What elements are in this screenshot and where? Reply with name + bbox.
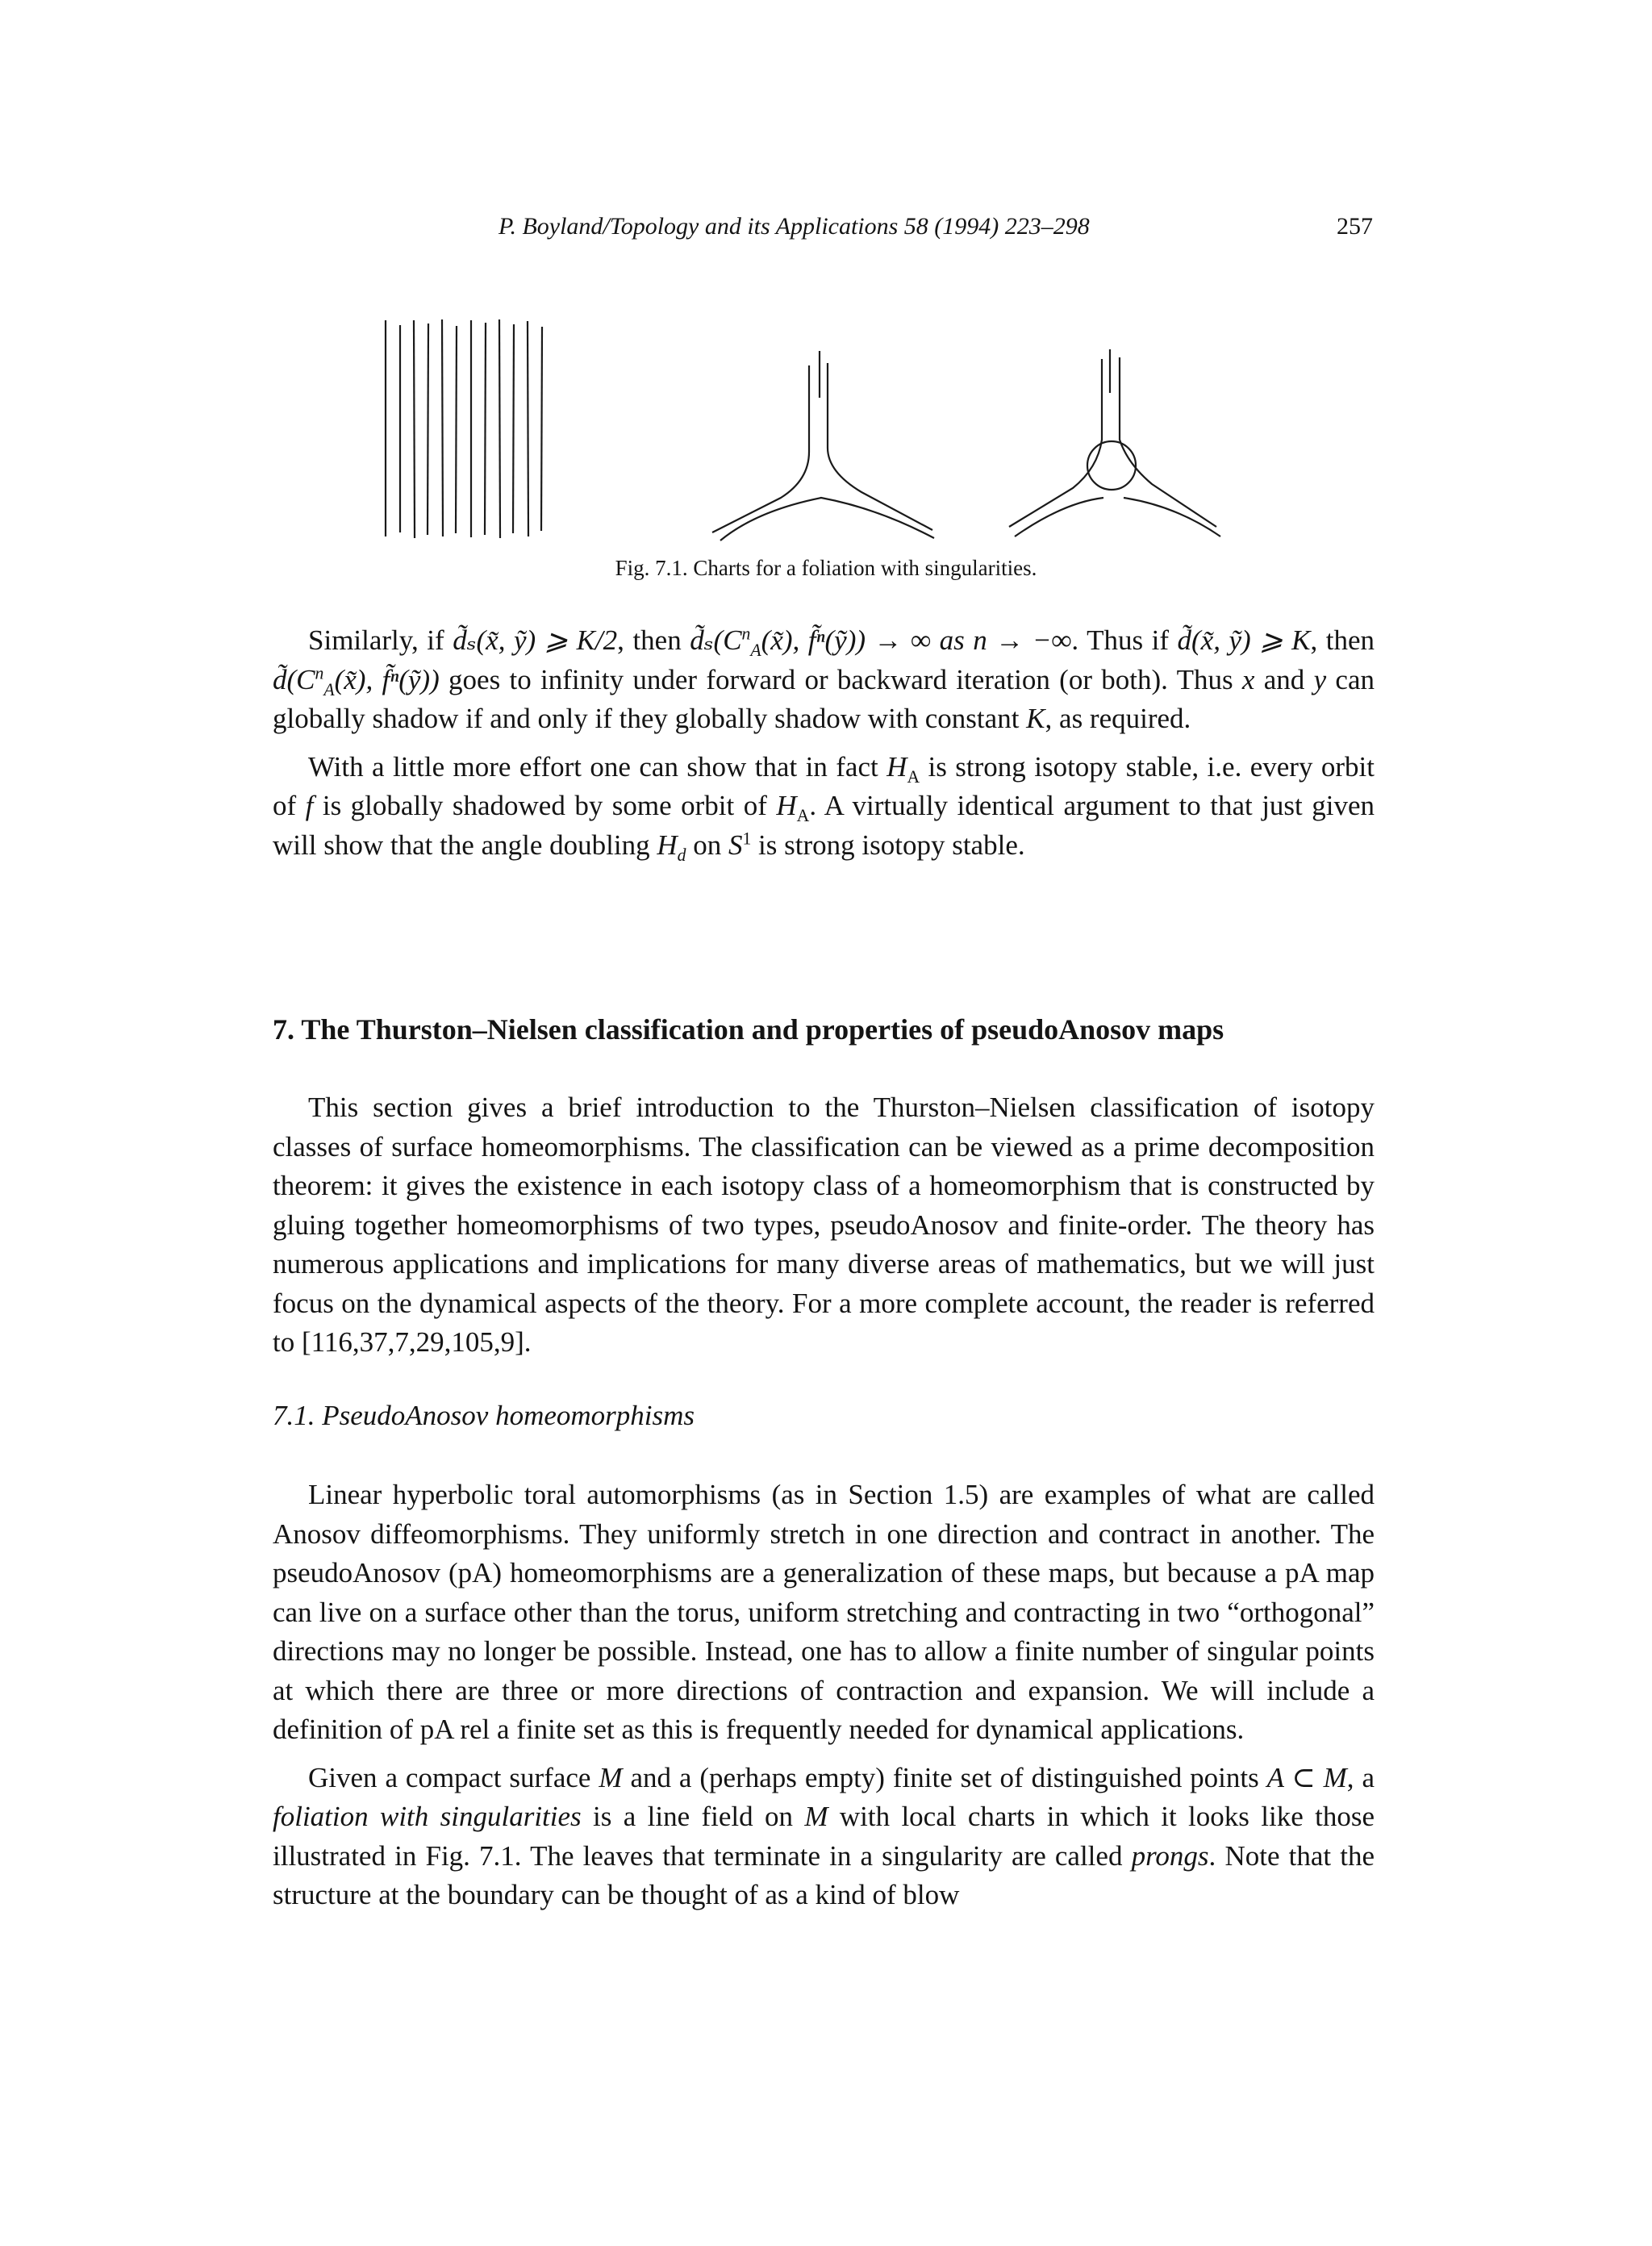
subsection-body (273, 1476, 1375, 1915)
figure-svg (378, 319, 1313, 545)
figure-foliation-charts (378, 319, 1313, 545)
figure-caption: Fig. 7.1. Charts for a foliation with singularities. (615, 556, 1037, 580)
paragraph-isotopy-stable: With a little more effort one can show that in fact $H_A$ is strong isotopy stable, i.e. every orbit of f is globally shadowed by some orbit of $H_A$. A virtually identical argument to that just given will show that the angle doubling $H_d$ on $S^1$ is strong isotopy stable. (273, 750, 1375, 865)
boundary-prong-chart (1009, 349, 1220, 536)
paragraph-section-intro: This section gives a brief introduction to the Thurston–Nielsen classification of isotopy classes of surface homeomorphisms. The classification can be viewed as a prime decomposition theorem: it gives the existence in each isotopy class of a homeomorphism that is constructed by gluing together homeomorphisms of two types, pseudoAnosov and finite-order. The theory has numerous applications and implications for many diverse areas of mathematics, but we will just focus on the dynamical aspects of the theory. For a more complete account, the reader is referred to [116,37,7,29,105,9]. (273, 1092, 1375, 1358)
subsection-title: 7.1. PseudoAnosov homeomorphisms (273, 1400, 695, 1431)
running-head: P. Boyland/Topology and its Applications 58 (1994) 223–298 (499, 213, 1090, 240)
paragraph-foliation-definition: Given a compact surface M and a (perhaps empty) finite set of distinguished points A ⊂ M, a foliation with singularities is a line field on M with local charts in which it looks like those illustrated in Fig. 7.1. The leaves that terminate in a singularity are called prongs. Note that the structure at the boundary can be thought of as a kind of blow (273, 1761, 1375, 1910)
three-prong-chart (712, 351, 934, 541)
paragraph-shadowing: Similarly, if d̃ₛ(x̃, ỹ) ⩾ K/2, then $d̃_s(C^n_A(x̃)$, f̃ⁿ(ỹ)) → ∞ as n → −∞. Thus if d̃(x̃, ỹ) ⩾ K, then $d̃(C^n_A(x̃)$, f̃ⁿ(ỹ)) goes to infinity under forward or backward iteration (or both). Thus x and y can globally shadow if and only if they globally shadow with constant K, as required. (273, 624, 1375, 734)
body-top (273, 621, 1375, 865)
page-number: 257 (1337, 213, 1373, 240)
regular-chart (386, 319, 542, 538)
section-body (273, 1088, 1375, 1363)
section-title: 7. The Thurston–Nielsen classification and properties of pseudoAnosov maps (273, 1013, 1224, 1046)
running-header (499, 207, 1373, 247)
paragraph-anosov: Linear hyperbolic toral automorphisms (as in Section 1.5) are examples of what are called Anosov diffeomorphisms. They uniformly stretch in one direction and contract in another. The pseudoAnosov (pA) homeomorphisms are a generalization of these maps, but because a pA map can live on a surface other than the torus, uniform stretching and contracting in two “orthogonal” directions may no longer be possible. Instead, one has to allow a finite number of singular points at which there are three or more directions of contraction and expansion. We will include a definition of pA rel a finite set as this is frequently needed for dynamical applications. (273, 1479, 1375, 1745)
